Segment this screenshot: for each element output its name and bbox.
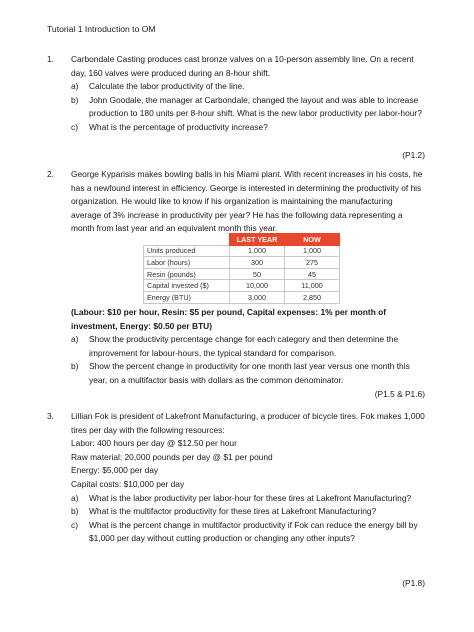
- sub-question-a: a) What is the labor productivity per labor-hour for these tires at Lakefront Manufacturing?: [71, 492, 412, 503]
- sub-question-b: b) Show the percent change in productivity for one month last year versus one month this year, on a multifactor basis with dollars as the common denominator.: [71, 361, 410, 385]
- question-text: Carbondale Casting produces cast bronze valves on a 10-person assembly line. On a recent day, 160 valves were produced during an 8-hour shift.: [71, 54, 414, 78]
- question-text: Lillian Fok is president of Lakefront Manufacturing, a producer of bicycle tires. Fok makes 1,000 tires per day with the following resources:: [71, 411, 425, 435]
- resource-energy: Energy: $5,000 per day: [71, 465, 159, 476]
- sub-question-c: c) What is the percentage of productivity increase?: [71, 121, 268, 132]
- question-number: 1.: [47, 54, 54, 64]
- question-3: [47, 410, 425, 546]
- reference-p1-2: (P1.2): [402, 150, 425, 160]
- sub-question-a: a) Show the productivity percentage change for each category and then determine the improvement for labour-hours, the typical standard for comparison.: [71, 334, 399, 358]
- table-row: Energy (BTU) 3,000 2,850: [144, 291, 340, 303]
- question-number: 2.: [47, 169, 54, 179]
- reference-p1-5-p1-6: (P1.5 & P1.6): [374, 389, 425, 399]
- cost-rates: (Labour: $10 per hour, Resin: $5 per pound, Capital expenses: 1% per month of investment, Energy: $0.50 per BTU): [71, 307, 387, 331]
- sub-question-b: b) What is the multifactor productivity for these tires at Lakefront Manufacturing?: [71, 506, 377, 517]
- table-row: Units produced 1,000 1,000: [144, 245, 340, 257]
- table-header-row: [144, 234, 340, 246]
- table-row: Labor (hours) 300 275: [144, 257, 340, 269]
- table-row: Capital invested ($) 10,000 11,000: [144, 280, 340, 292]
- sub-question-b: b) John Goodale, the manager at Carbondale, changed the layout and was able to increase production to 180 units per 8-hour shift. What is the new labor productivity per labor-hour?: [71, 94, 422, 119]
- table-row: Resin (pounds) 50 45: [144, 268, 340, 280]
- resource-raw-material: Raw material: 20,000 pounds per day @ $1 per pound: [71, 451, 273, 462]
- resource-capital: Capital costs: $10,000 per day: [71, 478, 185, 489]
- sub-question-c: c) What is the percent change in multifactor productivity if Fok can reduce the energy bill by $1,000 per day without cutting production or changing any other inputs?: [71, 519, 418, 544]
- productivity-data-table: [143, 233, 340, 304]
- column-header: LAST YEAR: [230, 234, 285, 246]
- question-2-continued: [47, 306, 425, 388]
- question-1: [47, 53, 425, 135]
- question-2: [47, 168, 425, 236]
- page-header: Tutorial 1 Introduction to OM: [47, 24, 156, 34]
- question-number: 3.: [47, 411, 54, 421]
- column-header: NOW: [285, 234, 340, 246]
- reference-p1-8: (P1.8): [402, 578, 425, 588]
- resource-labor: Labor: 400 hours per day @ $12.50 per hour: [71, 438, 237, 449]
- sub-question-a: a) Calculate the labor productivity of the line.: [71, 81, 245, 92]
- question-text: George Kyparisis makes bowling balls in his Miami plant. With recent increases in his costs, he has a newfound interest in efficiency. George is interested in determining the productivity of his organization. He would like to know if his organization is maintaining the manufacturing average of 3% increase in productivity per year? He has the following data representing a month from last year and an equivalent month this year.: [71, 169, 423, 234]
